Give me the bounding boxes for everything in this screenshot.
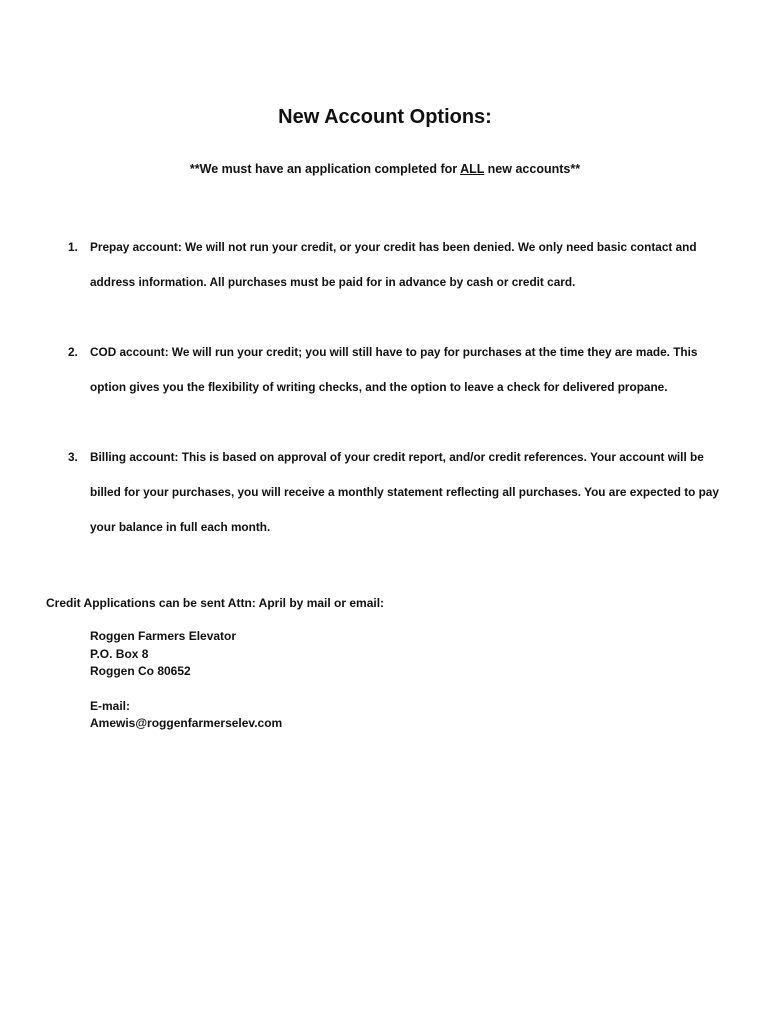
contact-section [46, 596, 726, 733]
subtitle-prefix: **We must have an application completed for [189, 162, 461, 176]
option-cod [68, 335, 728, 405]
account-options-list [68, 230, 728, 580]
application-requirement-note [0, 162, 770, 176]
option-text: COD account: We will run your credit; you will still have to pay for purchases at the time they are made. This option gives you the flexibility of writing checks, and the option to leave a check for delivered propane. [90, 345, 698, 394]
po-box: P.O. Box 8 [90, 646, 149, 661]
page-title: New Account Options: [278, 106, 492, 128]
option-number: 1. [68, 240, 78, 254]
email-address: Amewis@roggenfarmerselev.com [90, 716, 283, 730]
mailing-address [90, 628, 726, 733]
company-name: Roggen Farmers Elevator [90, 629, 237, 643]
option-billing [68, 440, 728, 545]
option-number: 2. [68, 345, 78, 359]
email-label: E-mail: [90, 698, 131, 713]
option-text: Billing account: This is based on approval of your credit report, and/or credit references. Your account will be billed for your purchases, you will receive a monthly statement reflecting all purchases. You are expected to pay your balance in full each month. [90, 450, 719, 534]
subtitle-emphasis: ALL [460, 162, 485, 176]
subtitle-suffix: new accounts** [484, 162, 581, 176]
option-number: 3. [68, 450, 78, 464]
option-prepay [68, 230, 728, 300]
contact-intro: Credit Applications can be sent Attn: April by mail or email: [46, 596, 385, 610]
option-text: Prepay account: We will not run your credit, or your credit has been denied. We only need basic contact and address information. All purchases must be paid for in advance by cash or credit card. [90, 240, 697, 289]
city-zip: Roggen Co 80652 [90, 664, 191, 678]
